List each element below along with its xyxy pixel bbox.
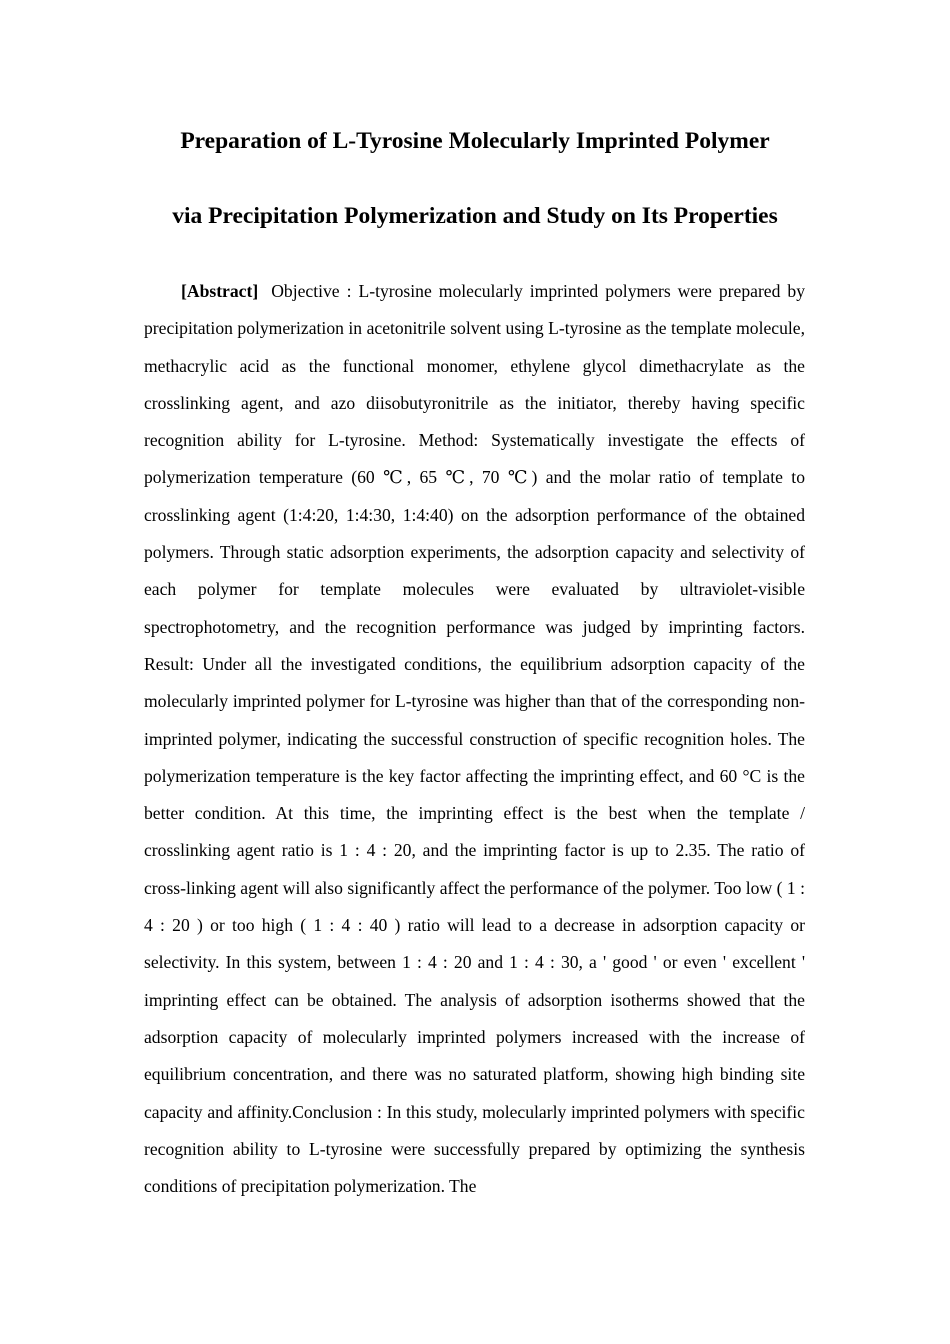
abstract-paragraph [144,273,805,1205]
title-line-1: Preparation of L-Tyrosine Molecularly Imprinted Polymer [180,128,770,154]
abstract-text: Objective : L-tyrosine molecularly imprinted polymers were prepared by precipitation polymerization in acetonitrile solvent using L-tyrosine as the template molecule, methacrylic acid as the functional monomer, ethylene glycol dimethacrylate as the crosslinking agent, and azo diisobutyronitrile as the initiator, thereby having specific recognition ability for L-tyrosine. Method: Systematically investigate the effects of polymerization temperature (60 ℃, 65 ℃, 70 ℃) and the molar ratio of template to crosslinking agent (1:4:20, 1:4:30, 1:4:40) on the adsorption performance of the obtained polymers. Through static adsorption experiments, the adsorption capacity and selectivity of each polymer for template molecules were evaluated by ultraviolet-visible spectrophotometry, and the recognition performance was judged by imprinting factors. Result: Under all the investigated conditions, the equilibrium adsorption capacity of the molecularly imprinted polymer for L-tyrosine was higher than that of the corresponding non-imprinted polymer, indicating the successful construction of specific recognition holes. The polymerization temperature is the key factor affecting the imprinting effect, and 60 °C is the better condition. At this time, the imprinting effect is the best when the template / crosslinking agent ratio is 1 : 4 : 20, and the imprinting factor is up to 2.35. The ratio of cross-linking agent will also significantly affect the performance of the polymer. Too low ( 1 : 4 : 20 ) or too high ( 1 : 4 : 40 ) ratio will lead to a decrease in adsorption capacity or selectivity. In this system, between 1 : 4 : 20 and 1 : 4 : 30, a ' good ' or even ' excellent ' imprinting effect can be obtained. The analysis of adsorption isotherms showed that the adsorption capacity of molecularly imprinted polymers increased with the increase of equilibrium concentration, and there was no saturated platform, showing high binding site capacity and affinity.Conclusion : In this study, molecularly imprinted polymers with specific recognition ability to L-tyrosine were successfully prepared by optimizing the synthesis conditions of precipitation polymerization. The [144,281,805,1197]
title-line-2: via Precipitation Polymerization and Study on Its Properties [172,203,778,229]
abstract-label: [Abstract] [181,281,259,301]
